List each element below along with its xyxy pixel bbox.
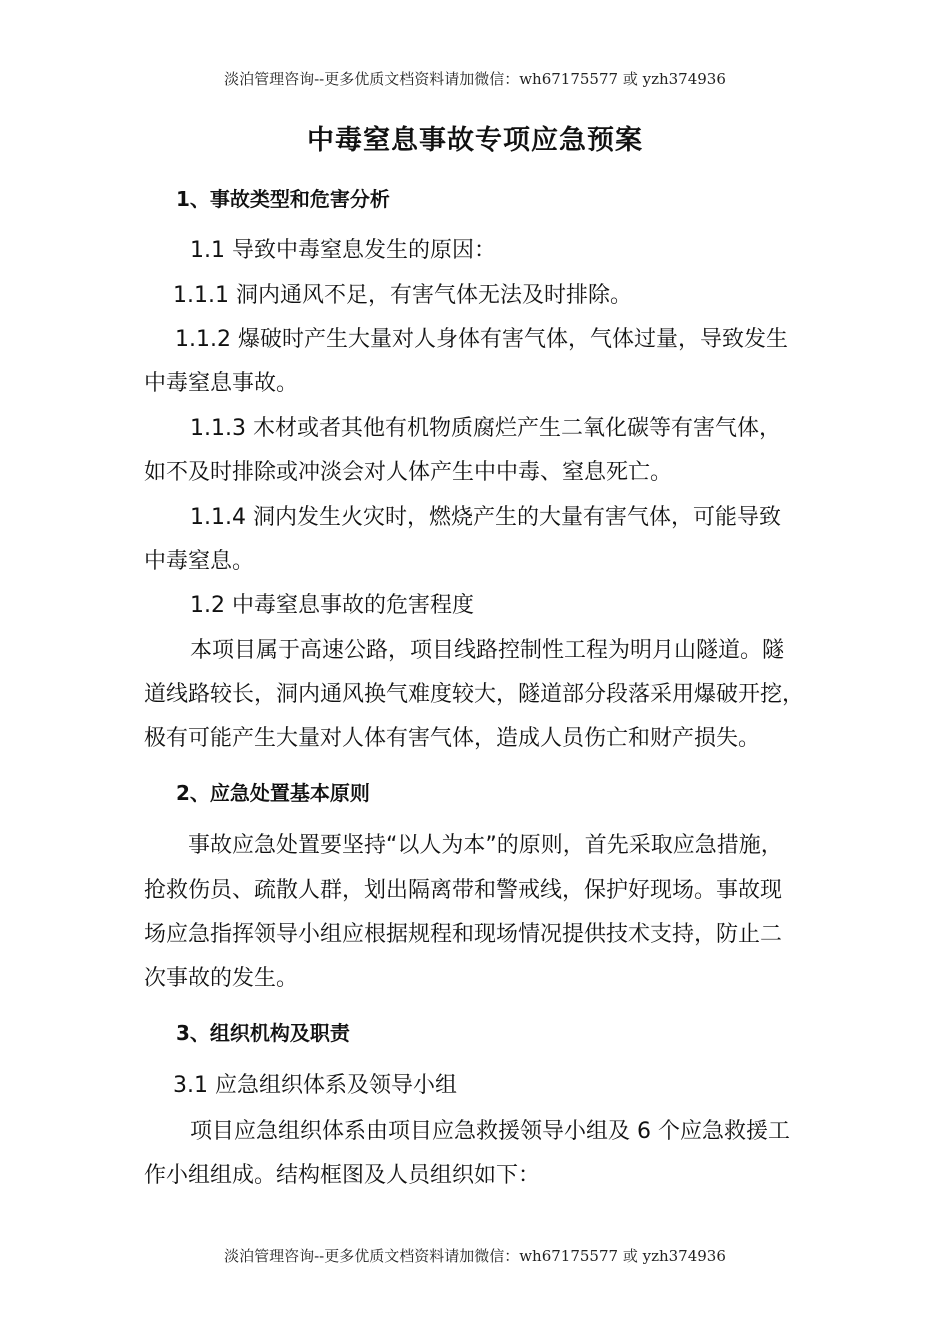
subsection-3-1: 3.1 应急组织体系及领导小组 bbox=[173, 1073, 457, 1098]
paragraph-line: 作小组组成。结构框图及人员组织如下： bbox=[144, 1163, 541, 1188]
paragraph-line: 如不及时排除或冲淡会对人体产生中中毒、窒息死亡。 bbox=[144, 460, 673, 485]
paragraph-line: 1.1.2 爆破时产生大量对人身体有害气体，气体过量，导致发生 bbox=[175, 327, 788, 352]
page-header: 淡泊管理咨询--更多优质文档资料请加微信：wh67175577 或 yzh374936 bbox=[224, 70, 726, 88]
paragraph-line: 中毒窒息。 bbox=[144, 549, 255, 574]
paragraph-line: 次事故的发生。 bbox=[144, 966, 299, 991]
document-title: 中毒窒息事故专项应急预案 bbox=[307, 125, 643, 156]
paragraph-line: 1.1.4 洞内发生火灾时，燃烧产生的大量有害气体，可能导致 bbox=[190, 505, 781, 530]
paragraph-line: 中毒窒息事故。 bbox=[144, 371, 299, 396]
section-heading-2: 2、应急处置基本原则 bbox=[176, 781, 370, 805]
subsection-1-2: 1.2 中毒窒息事故的危害程度 bbox=[190, 593, 474, 618]
paragraph-line: 道线路较长，洞内通风换气难度较大，隧道部分段落采用爆破开挖， bbox=[144, 682, 805, 707]
paragraph-line: 本项目属于高速公路，项目线路控制性工程为明月山隧道。隧 bbox=[190, 638, 785, 663]
paragraph-line: 1.1.1 洞内通风不足，有害气体无法及时排除。 bbox=[173, 283, 632, 308]
paragraph-line: 1.1.3 木材或者其他有机物质腐烂产生二氧化碳等有害气体， bbox=[190, 416, 781, 441]
paragraph-line: 场应急指挥领导小组应根据规程和现场情况提供技术支持，防止二 bbox=[144, 922, 783, 947]
paragraph-line: 抢救伤员、疏散人群，划出隔离带和警戒线，保护好现场。事故现 bbox=[144, 878, 783, 903]
section-heading-1: 1、事故类型和危害分析 bbox=[176, 187, 390, 211]
subsection-1-1: 1.1 导致中毒窒息发生的原因： bbox=[190, 238, 496, 263]
paragraph-line: 极有可能产生大量对人体有害气体，造成人员伤亡和财产损失。 bbox=[144, 726, 761, 751]
section-heading-3: 3、组织机构及职责 bbox=[176, 1021, 350, 1045]
paragraph-line: 项目应急组织体系由项目应急救援领导小组及 6 个应急救援工 bbox=[190, 1119, 790, 1144]
paragraph-line: 事故应急处置要坚持“以人为本”的原则，首先采取应急措施， bbox=[188, 833, 783, 858]
page-footer: 淡泊管理咨询--更多优质文档资料请加微信：wh67175577 或 yzh374936 bbox=[224, 1247, 726, 1265]
